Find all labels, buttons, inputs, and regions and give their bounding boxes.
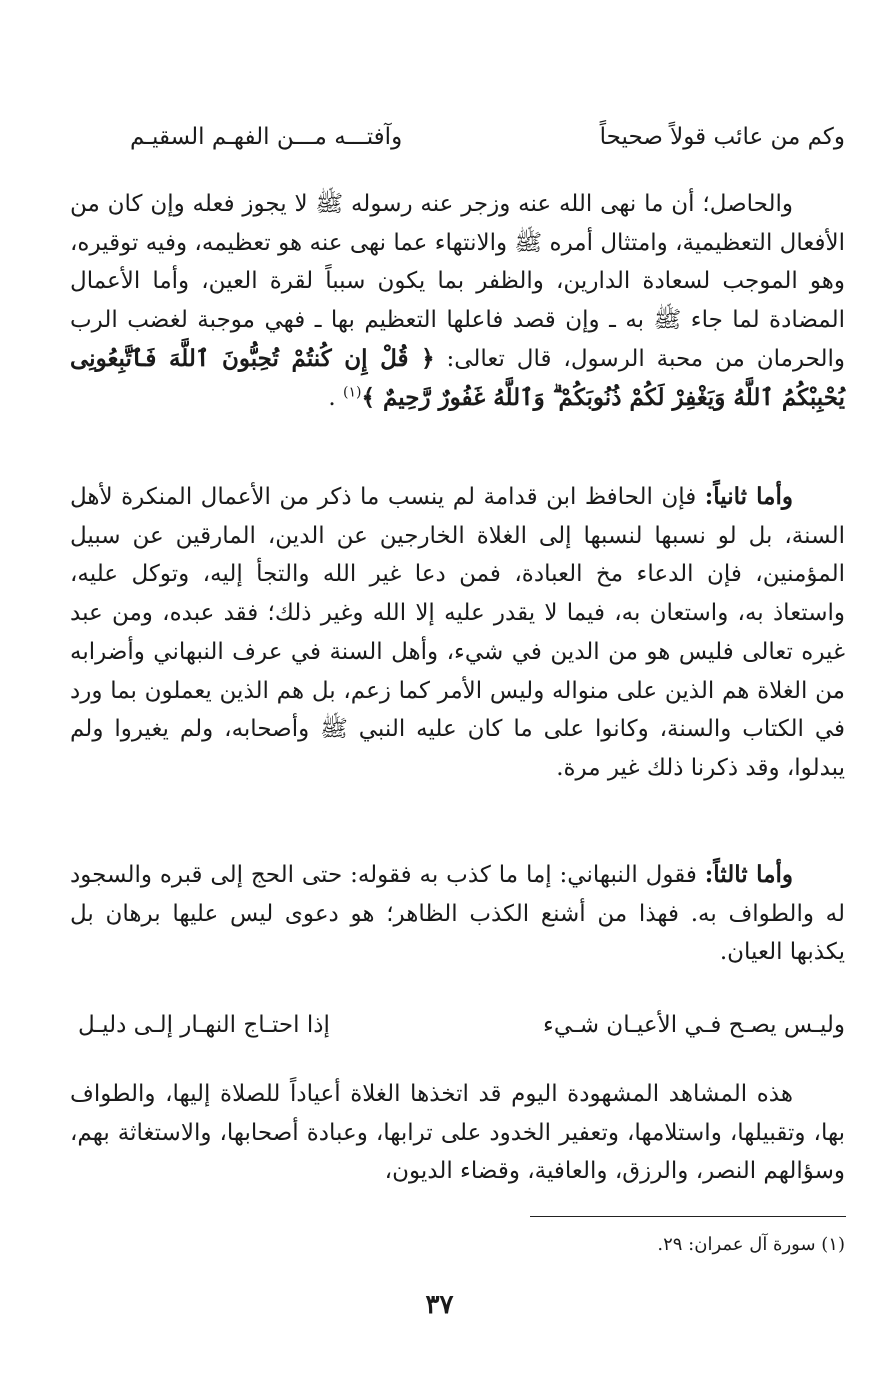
verse-top-first-hemistich: وكم من عائب قولاً صحيحاً <box>599 124 845 150</box>
paragraph-secondly-text: فإن الحافظ ابن قدامة لم ينسب ما ذكر من الأعمال المنكرة لأهل السنة، بل لو نسبها لنسبها إلى الغلاة الخارجين عن الدين، المارقين عن سبيل المؤمنين، فإن الدعاء مخ العبادة، فمن دعا غير الله والتجأ إليه، وتوكل عليه، واستعاذ به، واستعان به، فيما لا يقدر عليه إلا الله وغير ذلك؛ فقد عبده، ومن عبد غيره تعالى فليس هو من الدين في شيء، وأهل السنة في عرف النبهاني وأضرابه من الغلاة هم الذين على منواله وليس الأمر كما زعم، بل هم الذين يعملون بما ورد في الكتاب والسنة، وكانوا على ما كان عليه النبي ﷺ وأصحابه، ولم يغيروا ولم يبدلوا، وقد ذكرنا ذلك غير مرة. <box>70 484 845 781</box>
verse-top-second-hemistich: وآفتـــه مـــن الفهـم السقيـم <box>130 124 403 150</box>
footnote-separator <box>530 1216 846 1217</box>
verse-middle-second-hemistich: إذا احتـاج النهـار إلـى دليـل <box>78 1012 330 1038</box>
paragraph-conclusion-end: . <box>328 384 344 411</box>
quran-verse: ﴿ قُلْ إِن كُنتُمْ تُحِبُّونَ ٱللَّهَ فَٱتَّبِعُونِى يُحْبِبْكُمُ ٱللَّهُ وَيَغْفِرْ لَكُمْ ذُنُوبَكُمْ ۗ وَٱللَّهُ غَفُورٌ رَّحِيمٌ ﴾ <box>70 344 845 411</box>
verse-middle-first-hemistich: وليـس يصـح فـي الأعيـان شـيء <box>543 1012 845 1038</box>
paragraph-thirdly-lead: وأما ثالثاً: <box>704 861 794 888</box>
paragraph-conclusion <box>70 185 845 417</box>
paragraph-shrines <box>70 1075 845 1191</box>
paragraph-thirdly <box>70 856 845 972</box>
paragraph-secondly-lead: وأما ثانياً: <box>704 483 793 510</box>
paragraph-conclusion-text: والحاصل؛ أن ما نهى الله عنه وزجر عنه رسوله ﷺ لا يجوز فعله وإن كان من الأفعال التعظيمية، وامتثال أمره ﷺ والانتهاء عما نهى عنه هو تعظيمه، وفيه توقيره، وهو الموجب لسعادة الدارين، والظفر بما يكون سبباً لقرة العين، وأما الأعمال المضادة لما جاء ﷺ به ـ وإن قصد فاعلها التعظيم بها ـ فهي موجبة لغضب الرب والحرمان من محبة الرسول، قال تعالى: <box>70 191 845 372</box>
footnote: (١) سورة آل عمران: ٢٩. <box>657 1234 845 1255</box>
footnote-reference: (١) <box>343 383 362 400</box>
page-number: ٣٧ <box>425 1290 454 1320</box>
paragraph-thirdly-text: فقول النبهاني: إما ما كذب به فقوله: حتى الحج إلى قبره والسجود له والطواف به. فهذا من أشنع الكذب الظاهر؛ هو دعوى ليس عليها برهان بل يكذبها العيان. <box>70 862 845 966</box>
paragraph-secondly <box>70 478 845 788</box>
paragraph-shrines-text: هذه المشاهد المشهودة اليوم قد اتخذها الغلاة أعياداً للصلاة إليها، والطواف بها، وتقبيلها، واستلامها، وتعفير الخدود على ترابها، وعبادة أصحابها، والاستغاثة بهم، وسؤالهم النصر، والرزق، والعافية، وقضاء الديون، <box>70 1081 845 1185</box>
verse-middle <box>78 1012 845 1038</box>
verse-top <box>130 124 845 150</box>
